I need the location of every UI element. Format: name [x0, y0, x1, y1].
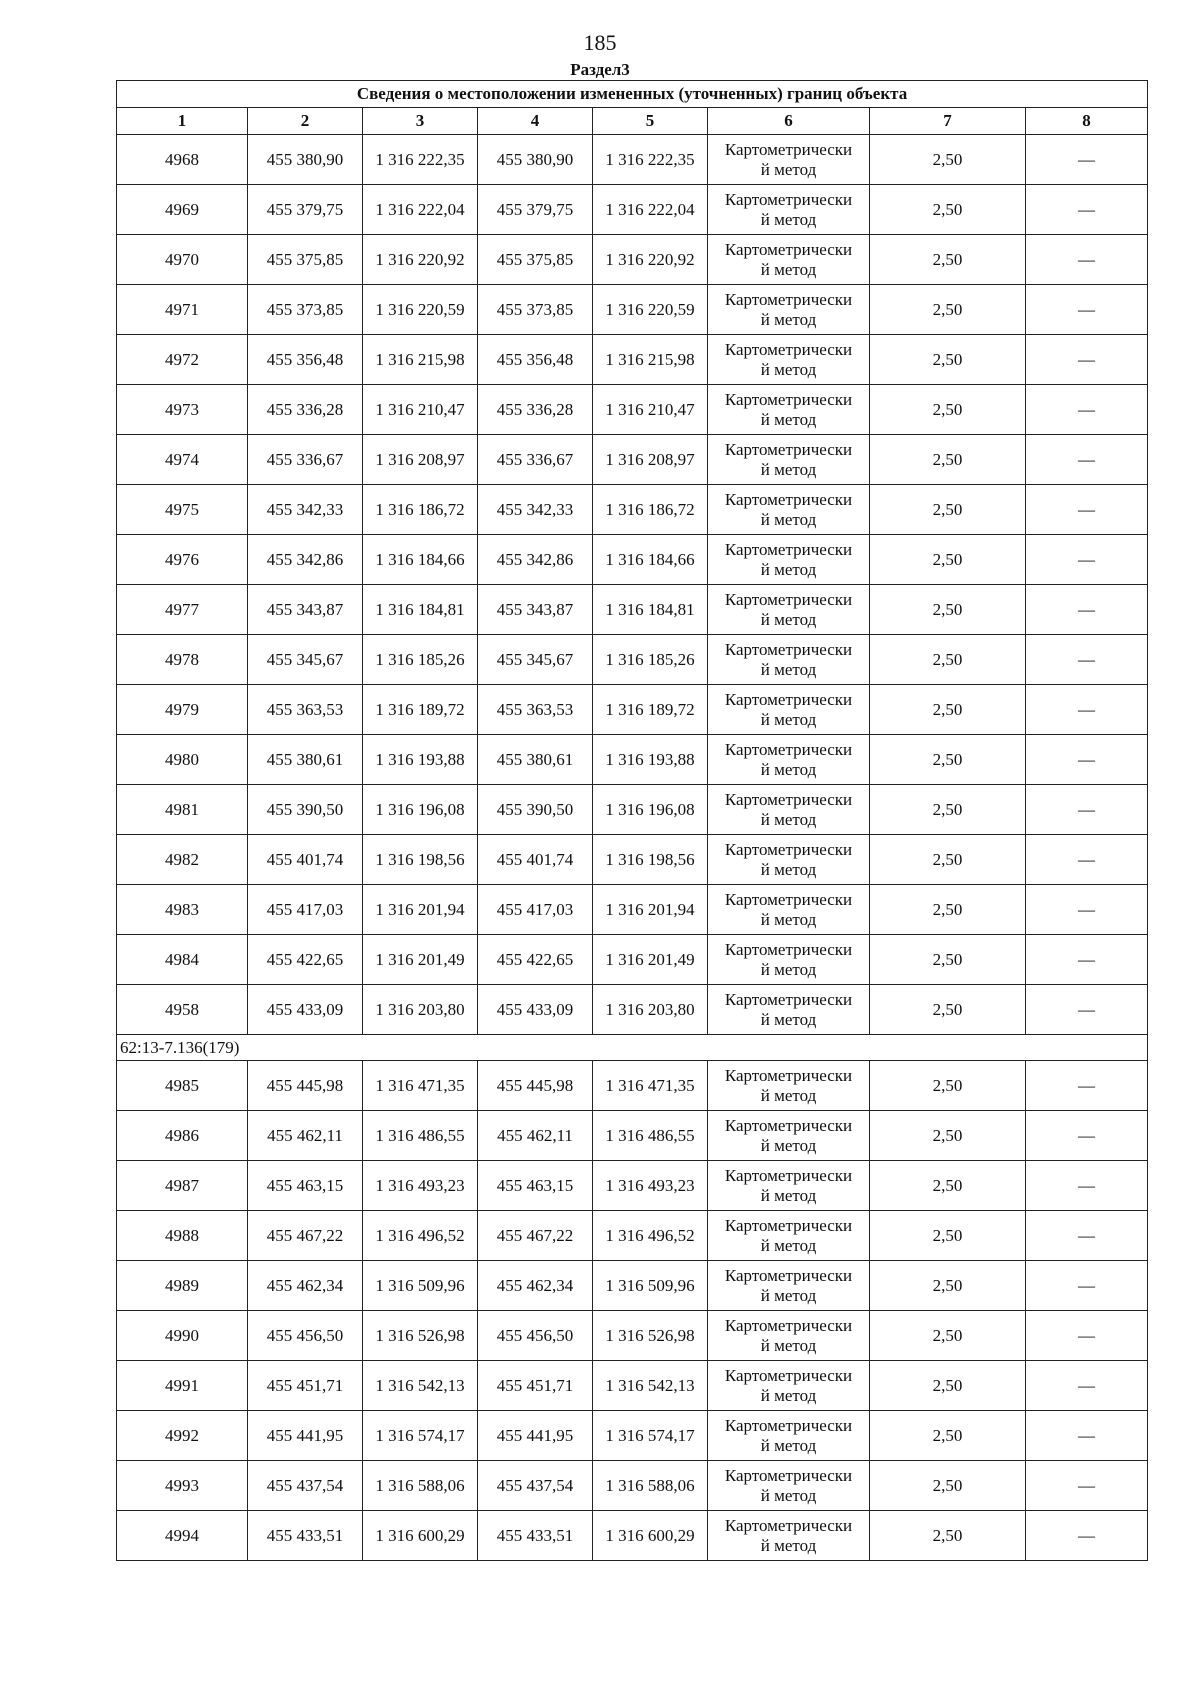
- table-cell-col-5: 1 316 201,94: [593, 885, 708, 935]
- table-cell-col-8: —: [1026, 835, 1148, 885]
- table-cell-col-3: 1 316 471,35: [363, 1061, 478, 1111]
- table-cell-col-5: 1 316 496,52: [593, 1211, 708, 1261]
- table-cell-col-4: 455 373,85: [478, 285, 593, 335]
- table-cell-col-7: 2,50: [870, 1411, 1026, 1461]
- table-cell-col-8: —: [1026, 1511, 1148, 1561]
- table-cell-col-5: 1 316 588,06: [593, 1461, 708, 1511]
- table-cell-col-8: —: [1026, 1361, 1148, 1411]
- table-cell-col-7: 2,50: [870, 1211, 1026, 1261]
- table-cell-col-2: 455 379,75: [248, 185, 363, 235]
- table-cell-col-6: Картометрически й метод: [708, 785, 870, 835]
- table-cell-col-2: 455 422,65: [248, 935, 363, 985]
- table-cell-col-1: 4984: [117, 935, 248, 985]
- table-body: [117, 135, 1148, 1561]
- table-cell-col-6: Картометрически й метод: [708, 135, 870, 185]
- table-cell-col-7: 2,50: [870, 1061, 1026, 1111]
- table-row: [117, 1511, 1148, 1561]
- table-cell-col-7: 2,50: [870, 1361, 1026, 1411]
- table-cell-col-8: —: [1026, 185, 1148, 235]
- table-cell-col-5: 1 316 193,88: [593, 735, 708, 785]
- table-row: [117, 335, 1148, 385]
- table-cell-col-4: 455 422,65: [478, 935, 593, 985]
- column-header-3: 3: [363, 108, 478, 135]
- table-cell-col-7: 2,50: [870, 1161, 1026, 1211]
- table-cell-col-8: —: [1026, 1461, 1148, 1511]
- table-cell-col-2: 455 417,03: [248, 885, 363, 935]
- table-cell-col-7: 2,50: [870, 935, 1026, 985]
- table-cell-col-3: 1 316 526,98: [363, 1311, 478, 1361]
- table-cell-col-6: Картометрически й метод: [708, 1061, 870, 1111]
- table-cell-col-6: Картометрически й метод: [708, 735, 870, 785]
- table-cell-col-6: Картометрически й метод: [708, 535, 870, 585]
- table-cell-col-5: 1 316 222,35: [593, 135, 708, 185]
- table-cell-col-4: 455 363,53: [478, 685, 593, 735]
- table-row: [117, 285, 1148, 335]
- table-cell-col-1: 4994: [117, 1511, 248, 1561]
- table-row: [117, 635, 1148, 685]
- table-cell-col-6: Картометрически й метод: [708, 685, 870, 735]
- table-cell-col-1: 4993: [117, 1461, 248, 1511]
- table-cell-col-8: —: [1026, 735, 1148, 785]
- table-cell-col-6: Картометрически й метод: [708, 185, 870, 235]
- table-cell-col-8: —: [1026, 1411, 1148, 1461]
- table-row: [117, 185, 1148, 235]
- table-cell-col-7: 2,50: [870, 185, 1026, 235]
- table-cell-col-8: —: [1026, 135, 1148, 185]
- table-cell-col-3: 1 316 220,59: [363, 285, 478, 335]
- table-cell-col-8: —: [1026, 935, 1148, 985]
- table-cell-col-7: 2,50: [870, 1261, 1026, 1311]
- table-cell-col-8: —: [1026, 885, 1148, 935]
- table-cell-col-3: 1 316 222,35: [363, 135, 478, 185]
- table-cell-col-6: Картометрически й метод: [708, 335, 870, 385]
- table-cell-col-2: 455 336,28: [248, 385, 363, 435]
- table-cell-col-3: 1 316 493,23: [363, 1161, 478, 1211]
- table-cell-col-2: 455 380,90: [248, 135, 363, 185]
- table-cell-col-8: —: [1026, 535, 1148, 585]
- table-cell-col-4: 455 437,54: [478, 1461, 593, 1511]
- table-row: [117, 1311, 1148, 1361]
- table-cell-col-6: Картометрически й метод: [708, 1161, 870, 1211]
- table-cell-col-5: 1 316 509,96: [593, 1261, 708, 1311]
- table-cell-col-1: 4990: [117, 1311, 248, 1361]
- table-cell-col-1: 4988: [117, 1211, 248, 1261]
- table-cell-col-4: 455 433,51: [478, 1511, 593, 1561]
- table-cell-col-8: —: [1026, 1311, 1148, 1361]
- table-cell-col-3: 1 316 185,26: [363, 635, 478, 685]
- table-cell-col-7: 2,50: [870, 385, 1026, 435]
- table-cell-col-5: 1 316 493,23: [593, 1161, 708, 1211]
- table-cell-col-2: 455 441,95: [248, 1411, 363, 1461]
- table-cell-col-3: 1 316 201,49: [363, 935, 478, 985]
- table-cell-col-2: 455 462,34: [248, 1261, 363, 1311]
- table-cell-col-7: 2,50: [870, 985, 1026, 1035]
- table-cell-col-8: —: [1026, 1061, 1148, 1111]
- table-cell-col-3: 1 316 542,13: [363, 1361, 478, 1411]
- table-row: [117, 1061, 1148, 1111]
- table-cell-col-6: Картометрически й метод: [708, 485, 870, 535]
- table-cell-col-4: 455 343,87: [478, 585, 593, 635]
- table-cell-col-7: 2,50: [870, 135, 1026, 185]
- column-header-1: 1: [117, 108, 248, 135]
- table-cell-col-6: Картометрически й метод: [708, 1311, 870, 1361]
- table-cell-col-1: 4976: [117, 535, 248, 585]
- table-cell-col-2: 455 437,54: [248, 1461, 363, 1511]
- table-cell-col-6: Картометрически й метод: [708, 1511, 870, 1561]
- table-cell-col-4: 455 462,34: [478, 1261, 593, 1311]
- table-cell-col-4: 455 451,71: [478, 1361, 593, 1411]
- table-cell-col-1: 4983: [117, 885, 248, 935]
- coordinates-table: [116, 80, 1148, 1561]
- table-cell-col-6: Картометрически й метод: [708, 585, 870, 635]
- table-cell-col-8: —: [1026, 385, 1148, 435]
- table-cell-col-5: 1 316 189,72: [593, 685, 708, 735]
- table-row: [117, 1161, 1148, 1211]
- table-row: [117, 435, 1148, 485]
- table-cell-col-1: 4989: [117, 1261, 248, 1311]
- table-row: [117, 785, 1148, 835]
- table-cell-col-2: 455 373,85: [248, 285, 363, 335]
- table-cell-col-8: —: [1026, 1261, 1148, 1311]
- table-cell-col-7: 2,50: [870, 635, 1026, 685]
- table-cell-col-3: 1 316 496,52: [363, 1211, 478, 1261]
- table-cell-col-1: 4987: [117, 1161, 248, 1211]
- table-cell-col-5: 1 316 208,97: [593, 435, 708, 485]
- table-caption: Сведения о местоположении измененных (уточненных) границ объекта: [117, 81, 1148, 108]
- table-cell-col-6: Картометрически й метод: [708, 1111, 870, 1161]
- table-cell-col-3: 1 316 220,92: [363, 235, 478, 285]
- table-cell-col-4: 455 356,48: [478, 335, 593, 385]
- table-cell-col-1: 4978: [117, 635, 248, 685]
- table-cell-col-1: 4977: [117, 585, 248, 635]
- table-cell-col-2: 455 342,33: [248, 485, 363, 535]
- table-cell-col-2: 455 363,53: [248, 685, 363, 735]
- table-caption-row: [117, 81, 1148, 108]
- table-cell-col-7: 2,50: [870, 335, 1026, 385]
- table-cell-col-6: Картометрически й метод: [708, 385, 870, 435]
- table-cell-col-7: 2,50: [870, 1311, 1026, 1361]
- table-row: [117, 235, 1148, 285]
- group-row: [117, 1035, 1148, 1061]
- table-cell-col-8: —: [1026, 1211, 1148, 1261]
- table-cell-col-1: 4986: [117, 1111, 248, 1161]
- table-cell-col-3: 1 316 222,04: [363, 185, 478, 235]
- table-cell-col-2: 455 433,51: [248, 1511, 363, 1561]
- table-cell-col-6: Картометрически й метод: [708, 1361, 870, 1411]
- table-cell-col-4: 455 401,74: [478, 835, 593, 885]
- table-cell-col-6: Картометрически й метод: [708, 835, 870, 885]
- table-cell-col-7: 2,50: [870, 1461, 1026, 1511]
- table-cell-col-5: 1 316 210,47: [593, 385, 708, 435]
- table-row: [117, 1461, 1148, 1511]
- table-cell-col-3: 1 316 184,66: [363, 535, 478, 585]
- table-cell-col-6: Картометрически й метод: [708, 1461, 870, 1511]
- table-cell-col-4: 455 375,85: [478, 235, 593, 285]
- table-cell-col-7: 2,50: [870, 735, 1026, 785]
- table-cell-col-3: 1 316 186,72: [363, 485, 478, 535]
- table-cell-col-2: 455 390,50: [248, 785, 363, 835]
- table-cell-col-5: 1 316 222,04: [593, 185, 708, 235]
- table-cell-col-3: 1 316 215,98: [363, 335, 478, 385]
- table-cell-col-8: —: [1026, 635, 1148, 685]
- table-row: [117, 135, 1148, 185]
- table-cell-col-1: 4979: [117, 685, 248, 735]
- table-cell-col-2: 455 342,86: [248, 535, 363, 585]
- table-cell-col-4: 455 462,11: [478, 1111, 593, 1161]
- table-cell-col-4: 455 467,22: [478, 1211, 593, 1261]
- table-cell-col-3: 1 316 193,88: [363, 735, 478, 785]
- table-cell-col-3: 1 316 600,29: [363, 1511, 478, 1561]
- table-cell-col-1: 4982: [117, 835, 248, 885]
- column-header-2: 2: [248, 108, 363, 135]
- table-cell-col-7: 2,50: [870, 685, 1026, 735]
- table-cell-col-1: 4980: [117, 735, 248, 785]
- table-cell-col-4: 455 445,98: [478, 1061, 593, 1111]
- table-cell-col-2: 455 375,85: [248, 235, 363, 285]
- table-cell-col-4: 455 379,75: [478, 185, 593, 235]
- table-row: [117, 1111, 1148, 1161]
- table-cell-col-3: 1 316 509,96: [363, 1261, 478, 1311]
- page-number: 185: [583, 30, 617, 55]
- table-row: [117, 385, 1148, 435]
- table-cell-col-6: Картометрически й метод: [708, 1261, 870, 1311]
- table-cell-col-4: 455 345,67: [478, 635, 593, 685]
- table-cell-col-7: 2,50: [870, 885, 1026, 935]
- table-cell-col-1: 4992: [117, 1411, 248, 1461]
- table-cell-col-1: 4968: [117, 135, 248, 185]
- table-cell-col-2: 455 336,67: [248, 435, 363, 485]
- table-cell-col-4: 455 433,09: [478, 985, 593, 1035]
- table-row: [117, 985, 1148, 1035]
- table-cell-col-4: 455 463,15: [478, 1161, 593, 1211]
- table-cell-col-2: 455 433,09: [248, 985, 363, 1035]
- table-cell-col-8: —: [1026, 785, 1148, 835]
- table-cell-col-5: 1 316 542,13: [593, 1361, 708, 1411]
- table-cell-col-2: 455 467,22: [248, 1211, 363, 1261]
- table-cell-col-6: Картометрически й метод: [708, 1411, 870, 1461]
- table-cell-col-2: 455 380,61: [248, 735, 363, 785]
- group-label: 62:13-7.136(179): [117, 1035, 1148, 1061]
- table-row: [117, 1411, 1148, 1461]
- table-cell-col-5: 1 316 220,59: [593, 285, 708, 335]
- table-cell-col-1: 4985: [117, 1061, 248, 1111]
- table-cell-col-1: 4969: [117, 185, 248, 235]
- table-cell-col-6: Картометрически й метод: [708, 985, 870, 1035]
- table-cell-col-4: 455 342,33: [478, 485, 593, 535]
- table-cell-col-1: 4973: [117, 385, 248, 435]
- table-cell-col-8: —: [1026, 1111, 1148, 1161]
- table-cell-col-4: 455 380,90: [478, 135, 593, 185]
- table-cell-col-5: 1 316 574,17: [593, 1411, 708, 1461]
- table-cell-col-2: 455 451,71: [248, 1361, 363, 1411]
- table-cell-col-5: 1 316 486,55: [593, 1111, 708, 1161]
- table-cell-col-2: 455 445,98: [248, 1061, 363, 1111]
- table-cell-col-3: 1 316 184,81: [363, 585, 478, 635]
- table-cell-col-8: —: [1026, 1161, 1148, 1211]
- table-cell-col-7: 2,50: [870, 235, 1026, 285]
- table-cell-col-3: 1 316 203,80: [363, 985, 478, 1035]
- table-cell-col-7: 2,50: [870, 1511, 1026, 1561]
- table-cell-col-5: 1 316 526,98: [593, 1311, 708, 1361]
- table-cell-col-5: 1 316 198,56: [593, 835, 708, 885]
- table-cell-col-5: 1 316 203,80: [593, 985, 708, 1035]
- table-cell-col-8: —: [1026, 685, 1148, 735]
- table-row: [117, 835, 1148, 885]
- table-cell-col-8: —: [1026, 335, 1148, 385]
- table-cell-col-5: 1 316 201,49: [593, 935, 708, 985]
- column-header-6: 6: [708, 108, 870, 135]
- table-cell-col-1: 4971: [117, 285, 248, 335]
- table-cell-col-6: Картометрически й метод: [708, 935, 870, 985]
- table-cell-col-5: 1 316 186,72: [593, 485, 708, 535]
- table-cell-col-3: 1 316 198,56: [363, 835, 478, 885]
- table-cell-col-4: 455 342,86: [478, 535, 593, 585]
- table-cell-col-3: 1 316 201,94: [363, 885, 478, 935]
- table-cell-col-5: 1 316 220,92: [593, 235, 708, 285]
- table-cell-col-7: 2,50: [870, 835, 1026, 885]
- table-row: [117, 685, 1148, 735]
- table-cell-col-7: 2,50: [870, 585, 1026, 635]
- table-cell-col-1: 4975: [117, 485, 248, 535]
- table-cell-col-5: 1 316 215,98: [593, 335, 708, 385]
- table-cell-col-1: 4991: [117, 1361, 248, 1411]
- table-cell-col-8: —: [1026, 435, 1148, 485]
- table-cell-col-2: 455 462,11: [248, 1111, 363, 1161]
- table-cell-col-1: 4974: [117, 435, 248, 485]
- column-header-4: 4: [478, 108, 593, 135]
- table-row: [117, 735, 1148, 785]
- table-cell-col-2: 455 401,74: [248, 835, 363, 885]
- table-row: [117, 1211, 1148, 1261]
- table-cell-col-2: 455 343,87: [248, 585, 363, 635]
- column-header-5: 5: [593, 108, 708, 135]
- table-cell-col-6: Картометрически й метод: [708, 285, 870, 335]
- column-header-7: 7: [870, 108, 1026, 135]
- table-cell-col-1: 4981: [117, 785, 248, 835]
- table-cell-col-8: —: [1026, 585, 1148, 635]
- table-cell-col-7: 2,50: [870, 285, 1026, 335]
- table-cell-col-3: 1 316 574,17: [363, 1411, 478, 1461]
- table-cell-col-3: 1 316 196,08: [363, 785, 478, 835]
- column-header-row: [117, 108, 1148, 135]
- table-cell-col-1: 4958: [117, 985, 248, 1035]
- table-cell-col-5: 1 316 184,81: [593, 585, 708, 635]
- table-cell-col-3: 1 316 208,97: [363, 435, 478, 485]
- table-cell-col-8: —: [1026, 235, 1148, 285]
- table-cell-col-5: 1 316 184,66: [593, 535, 708, 585]
- table-cell-col-8: —: [1026, 985, 1148, 1035]
- table-cell-col-6: Картометрически й метод: [708, 635, 870, 685]
- table-cell-col-2: 455 456,50: [248, 1311, 363, 1361]
- table-cell-col-8: —: [1026, 485, 1148, 535]
- table-cell-col-7: 2,50: [870, 435, 1026, 485]
- column-header-8: 8: [1026, 108, 1148, 135]
- table-row: [117, 535, 1148, 585]
- table-cell-col-1: 4972: [117, 335, 248, 385]
- section-title: Раздел3: [570, 60, 630, 79]
- table-cell-col-2: 455 463,15: [248, 1161, 363, 1211]
- table-row: [117, 885, 1148, 935]
- table-cell-col-3: 1 316 210,47: [363, 385, 478, 435]
- table-cell-col-4: 455 380,61: [478, 735, 593, 785]
- table-cell-col-7: 2,50: [870, 535, 1026, 585]
- table-cell-col-6: Картометрически й метод: [708, 235, 870, 285]
- table-cell-col-4: 455 417,03: [478, 885, 593, 935]
- table-cell-col-8: —: [1026, 285, 1148, 335]
- table-row: [117, 1361, 1148, 1411]
- table-cell-col-5: 1 316 185,26: [593, 635, 708, 685]
- table-cell-col-2: 455 356,48: [248, 335, 363, 385]
- table-row: [117, 935, 1148, 985]
- table-cell-col-7: 2,50: [870, 485, 1026, 535]
- table-cell-col-6: Картометрически й метод: [708, 885, 870, 935]
- table-cell-col-4: 455 441,95: [478, 1411, 593, 1461]
- table-cell-col-6: Картометрически й метод: [708, 435, 870, 485]
- table-cell-col-5: 1 316 600,29: [593, 1511, 708, 1561]
- table-row: [117, 1261, 1148, 1311]
- table-cell-col-5: 1 316 471,35: [593, 1061, 708, 1111]
- table-cell-col-4: 455 336,28: [478, 385, 593, 435]
- table-cell-col-7: 2,50: [870, 1111, 1026, 1161]
- table-cell-col-4: 455 390,50: [478, 785, 593, 835]
- table-row: [117, 485, 1148, 535]
- table-row: [117, 585, 1148, 635]
- table-cell-col-5: 1 316 196,08: [593, 785, 708, 835]
- table-cell-col-7: 2,50: [870, 785, 1026, 835]
- table-cell-col-3: 1 316 189,72: [363, 685, 478, 735]
- table-cell-col-4: 455 456,50: [478, 1311, 593, 1361]
- table-cell-col-3: 1 316 486,55: [363, 1111, 478, 1161]
- table-cell-col-3: 1 316 588,06: [363, 1461, 478, 1511]
- table-cell-col-1: 4970: [117, 235, 248, 285]
- table-cell-col-6: Картометрически й метод: [708, 1211, 870, 1261]
- table-cell-col-4: 455 336,67: [478, 435, 593, 485]
- table-cell-col-2: 455 345,67: [248, 635, 363, 685]
